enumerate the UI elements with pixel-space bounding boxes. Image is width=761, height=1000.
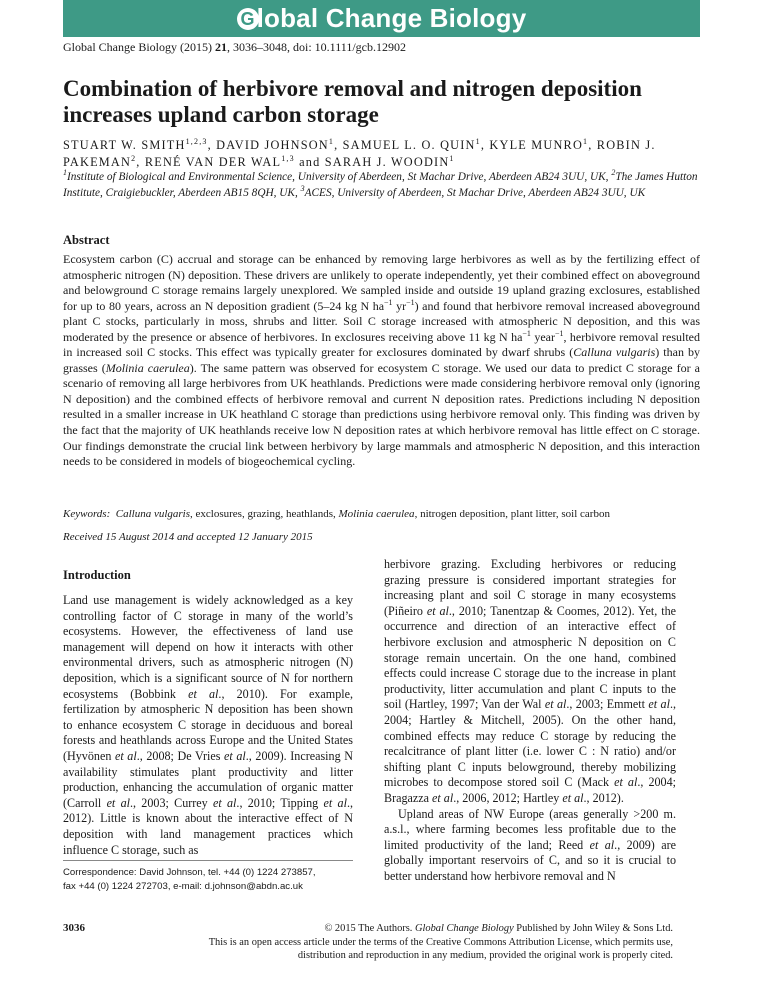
- author-list: STUART W. SMITH$^{1,2,3}$, DAVID JOHNSON$^1$, SAMUEL L. O. QUIN$^1$, KYLE MUNRO$^1$, ROBIN J. PAKEMAN$^2$, RENÉ VAN DER WAL$^{1,3}$ and SARAH J. WOODIN$^1$: [63, 136, 656, 169]
- copyright-line-1: © 2015 The Authors. Global Change Biology Published by John Wiley & Sons Ltd.: [324, 923, 673, 934]
- intro-paragraph-right-1: herbivore grazing. Excluding herbivores or reducing grazing pressure is considered important strategies for increasing plant and soil C storage in many ecosystems (Piñeiro et al., 2010; Tanentzap & Coomes, 2012). Yet, the occurrence and direction of an interactive effect of herbivore exclusion and atmospheric N deposition on C storage remain uncertain. On the one hand, combined effects could increase C storage due to the increase in plant productivity, litter accumulation and plant C inputs to the soil (Hartley, 1997; Van der Wal et al., 2003; Emmett et al., 2004; Hartley & Mitchell, 2005). On the other hand, combined effects may reduce C storage by reducing the recalcitrance of plant litter (i.e. lower C : N ratio) and/or shifting plant C inputs belowground, thereby mobilizing microbes to decompose stored soil C (Mack et al., 2004; Bragazza et al., 2006, 2012; Hartley et al., 2012).: [384, 557, 676, 805]
- citation-line: [63, 40, 406, 55]
- affiliations: $^1$Institute of Biological and Environmental Science, University of Aberdeen, St Machar Drive, Aberdeen AB24 3UU, UK, $^2$The James Hutton Institute, Craigiebuckler, Aberdeen AB15 8QH, UK, $^3$ACES, University of Aberdeen, St Machar Drive, Aberdeen AB24 3UU, UK: [63, 168, 698, 199]
- copyright-line-2: This is an open access article under the terms of the Creative Commons Attribution License, which permits use,: [208, 936, 673, 948]
- citation-volume: 21: [214, 40, 227, 54]
- globe-icon: G: [237, 8, 259, 30]
- intro-paragraph-left: Land use management is widely acknowledged as a key controlling factor of C storage in many of the world’s ecosystems. However, the effectiveness of land use management will depend on how it interacts with other environmental drivers, such as atmospheric nitrogen (N) deposition, which is a significant source of N for northern ecosystems (Bobbink et al., 2010). For example, fertilization by atmospheric N deposition has been shown to enhance ecosystem C storage in deciduous and boreal forests and heathlands across Europe and the United States (Hyvönen et al., 2008; De Vries et al., 2009). Increasing N availability stimulates plant productivity and litter production, enhancing the accumulation of organic matter (Carroll et al., 2003; Currey et al., 2010; Tipping et al., 2012). Little is known about the interactive effect of N deposition with land management practices which influence C storage, such as: [63, 593, 353, 857]
- correspondence-line-1: Correspondence: David Johnson, tel. +44 (0) 1224 273857,: [63, 867, 316, 878]
- intro-paragraph-right-2: Upland areas of NW Europe (areas generally >200 m. a.s.l., where farming becomes less profitable due to the limited productivity of the land; Reed et al., 2009) are globally important reservoirs of C, and so it is crucial to better understand how herbivore removal and N: [384, 806, 676, 883]
- correspondence-note: [63, 860, 353, 894]
- article-title: Combination of herbivore removal and nitrogen deposition increases upland carbon storage: [63, 76, 642, 127]
- correspondence-line-2: fax +44 (0) 1224 272703, e-mail: d.johnson@abdn.ac.uk: [63, 881, 303, 892]
- copyright-notice: [173, 922, 673, 963]
- citation-prefix: Global Change Biology (2015): [63, 40, 215, 54]
- keywords: Keywords: Calluna vulgaris, exclosures, grazing, heathlands, Molinia caerulea, nitrogen deposition, plant litter, soil carbon: [63, 508, 610, 520]
- journal-banner: [63, 0, 700, 37]
- right-column: [384, 557, 676, 884]
- copyright-line-3: distribution and reproduction in any medium, provided the original work is properly cited.: [297, 950, 673, 961]
- abstract-heading: Abstract: [63, 233, 110, 247]
- abstract-text: Ecosystem carbon (C) accrual and storage can be enhanced by removing large herbivores as well as by the fertilizing effect of atmospheric nitrogen (N) deposition. These drivers are unlikely to operate independently, yet their combined effect on aboveground and belowground C storage remains largely unexplored. We sampled inside and outside 19 upland grazing exclosures, established for up to 80 years, across an N deposition gradient (5–24 kg N $ha^{-1}$ $yr^{-1}$) and found that herbivore removal increased aboveground plant C stocks, particularly in moss, shrubs and litter. Soil C storage increased with atmospheric N deposition, and this was moderated by the presence or absence of herbivores. In exclosures receiving above 11 kg N $ha^{-1}$ year$^{-1}$, herbivore removal resulted in increased soil C stocks. This effect was typically greater for exclosures dominated by dwarf shrubs (Calluna vulgaris) than by grasses (Molinia caerulea). The same pattern was observed for ecosystem C storage. We used our data to predict C storage for a scenario of removing all large herbivores from UK heathlands. Predictions were made considering herbivore removal only (ignoring N deposition) and the combined effects of herbivore removal and current N deposition rates. Predictions including N deposition resulted in a smaller increase in UK heathland C storage than predictions using herbivore removal only. This finding was driven by the fact that the majority of UK heathlands receive low N deposition rates at which herbivore removal has little effect on C storage. Our findings demonstrate the crucial link between herbivory by large mammals and atmospheric N deposition, and this interaction needs to be considered in models of biogeochemical cycling.: [63, 252, 701, 469]
- journal-name: lobal Change Biology: [256, 3, 527, 33]
- introduction-heading: Introduction: [63, 568, 131, 582]
- left-column: [63, 568, 353, 858]
- page-number: 3036: [63, 922, 85, 934]
- citation-suffix: , 3036–3048, doi: 10.1111/gcb.12902: [226, 40, 406, 54]
- received-date: Received 15 August 2014 and accepted 12 January 2015: [63, 531, 313, 543]
